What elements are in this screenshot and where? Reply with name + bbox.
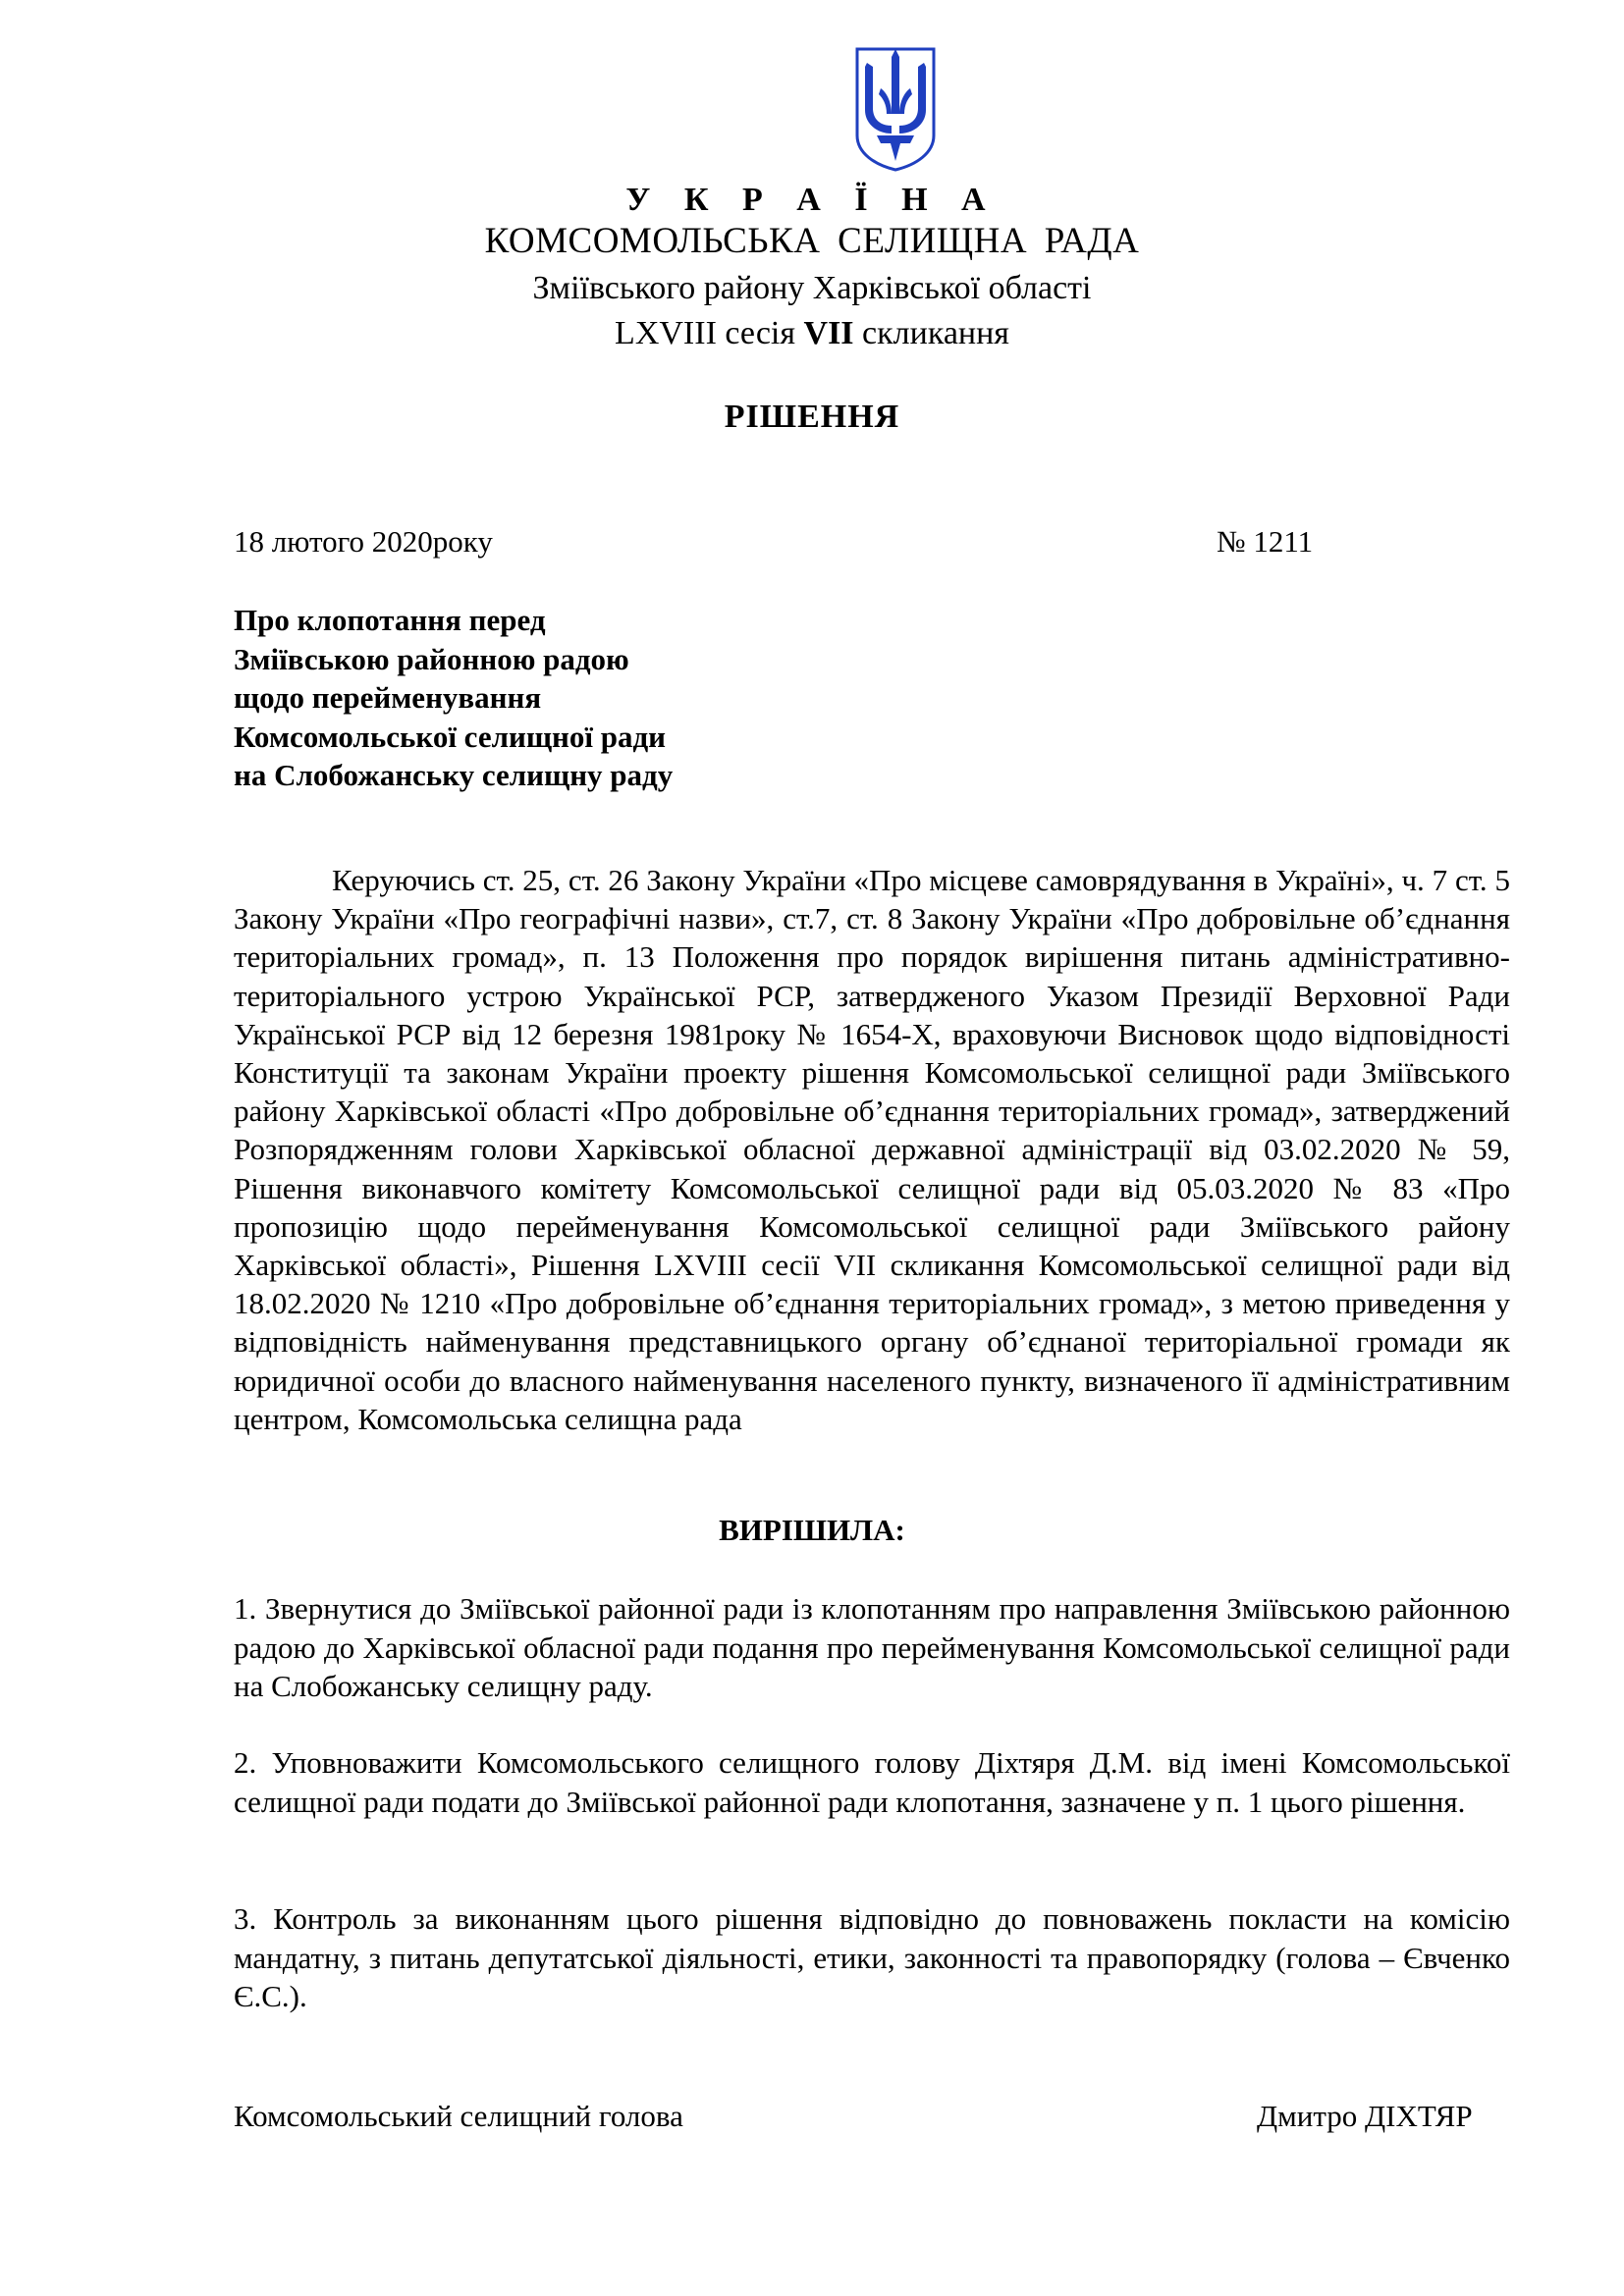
preamble-paragraph: Керуючись ст. 25, ст. 26 Закону України «Про місцеве самоврядування в Україні», ч. 7 ст. 5 Закону України «Про географічні назви», ст.7, ст. 8 Закону України «Про добровільне об’єднання територіальних громад», п. 13 Положення про порядок вирішення питань адміністративно-територіального устрою Української РСР, затвердженого Указом Президії Верховної Ради Української РСР від 12 березня 1981року № 1654-Х, враховуючи Висновок щодо відповідності Конституції та законам України проекту рішення Комсомольської селищної ради Зміївського району Харківської області «Про добровільне об’єднання територіальних громад», затверджений Розпорядженням голови Харківської обласної державної адміністрації від 03.02.2020 № 59, Рішення виконавчого комітету Комсомольської селищної ради від 05.03.2020 № 83 «Про пропозицію щодо перейменування Комсомольської селищної ради Зміївського району Харківської області», Рішення LXVIII сесії VII скликання Комсомольської селищної ради від 18.02.2020 № 1210 «Про добровільне об’єднання територіальних громад», з метою приведення у відповідність найменування представницького органу об’єднаної територіальної громади як юридичної особи до власного найменування населеного пункту, визначеного її адміністративним центром, Комсомольська селищна рада: [234, 863, 1510, 1436]
decision-number: № 1211: [1217, 524, 1314, 559]
session-line: [0, 314, 1624, 353]
session-prefix: LXVIII сесія: [615, 315, 804, 351]
decision-date: 18 лютого 2020року: [234, 524, 493, 559]
signatory-title: Комсомольський селищний голова: [234, 2099, 683, 2133]
decision-item-3: 3. Контроль за виконанням цього рішення відповідно до повноважень покласти на комісію мандатну, з питань депутатської діяльності, етики, законності та правопорядку (голова – Євченко Є.С.).: [234, 1901, 1510, 2013]
subject-line: Про клопотання перед: [234, 603, 546, 637]
session-suffix: скликання: [853, 315, 1009, 351]
subject-line: щодо перейменування: [234, 680, 542, 715]
district-line: Зміївського району Харківської області: [532, 270, 1092, 306]
signatory-name: Дмитро ДІХТЯР: [1257, 2099, 1473, 2133]
council-name: КОМСОМОЛЬСЬКА СЕЛИЩНА РАДА: [484, 221, 1140, 261]
country-title: У К Р А Ї Н А: [625, 182, 999, 218]
subject-line: на Слобожанську селищну раду: [234, 758, 674, 792]
subject-line: Комсомольської селищної ради: [234, 719, 667, 754]
resolved-heading: ВИРІШИЛА:: [719, 1513, 905, 1547]
session-convocation: VII: [803, 315, 854, 351]
decision-subject: [234, 601, 673, 795]
document-type-title: РІШЕННЯ: [724, 399, 900, 435]
subject-line: Зміївською районною радою: [234, 641, 629, 676]
decision-item-1: 1. Звернутися до Зміївської районної ради із клопотанням про направлення Зміївською районною радою до Харківської обласної ради подання про перейменування Комсомольської селищної ради на Слобожанську селищну раду.: [234, 1591, 1510, 1703]
decision-item-2: 2. Уповноважити Комсомольського селищного голову Діхтяря Д.М. від імені Комсомольської селищної ради подати до Зміївської районної ради клопотання, зазначене у п. 1 цього рішення.: [234, 1745, 1510, 1819]
trident-coat-of-arms-icon: [851, 45, 940, 173]
